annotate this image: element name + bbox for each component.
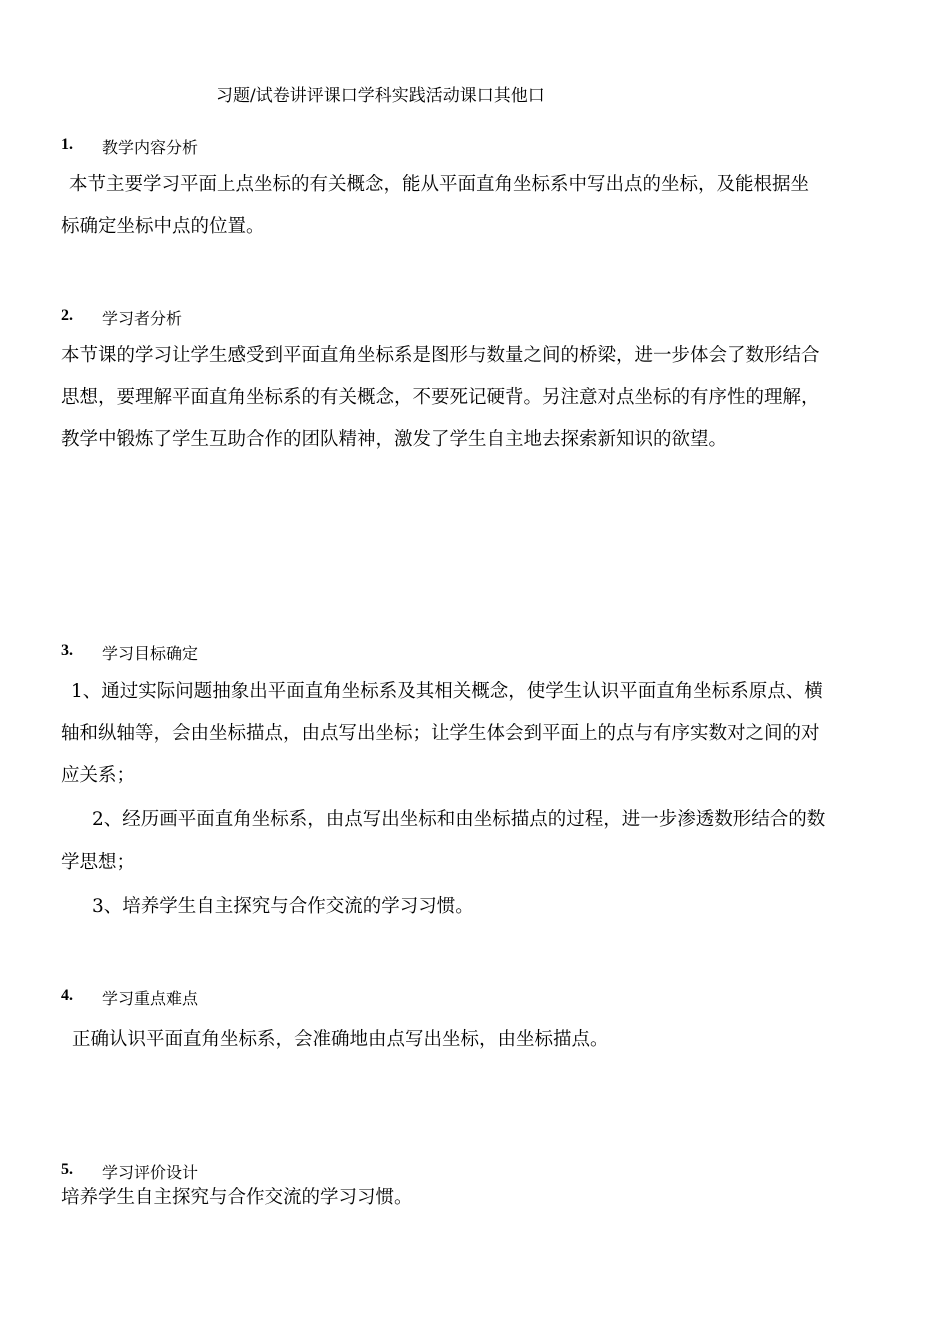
section-3-line-4: 2、经历画平面直角坐标系，由点写出坐标和由坐标描点的过程，进一步渗透数形结合的数 xyxy=(92,809,826,830)
section-3-line-2: 轴和纵轴等，会由坐标描点，由点写出坐标；让学生体会到平面上的点与有序实数对之间的对 xyxy=(61,723,820,744)
section-2-line-1: 本节课的学习让学生感受到平面直角坐标系是图形与数量之间的桥梁，进一步体会了数形结合 xyxy=(61,345,820,366)
section-3-line-6: 3、培养学生自主探究与合作交流的学习习惯。 xyxy=(92,896,474,917)
section-1-line-2: 标确定坐标中点的位置。 xyxy=(61,216,265,237)
section-2-number: 2. xyxy=(61,307,73,324)
section-5-line-1: 培养学生自主探究与合作交流的学习习惯。 xyxy=(61,1187,413,1208)
section-4-line-1: 正确认识平面直角坐标系，会准确地由点写出坐标，由坐标描点。 xyxy=(72,1029,609,1050)
section-5-title: 学习评价设计 xyxy=(102,1163,199,1182)
section-2-line-2: 思想，要理解平面直角坐标系的有关概念，不要死记硬背。另注意对点坐标的有序性的理解， xyxy=(61,387,820,408)
section-3-line-1: 1、通过实际问题抽象出平面直角坐标系及其相关概念，使学生认识平面直角坐标系原点、横 xyxy=(71,681,823,702)
section-3-line-5: 学思想； xyxy=(61,852,136,873)
section-3-line-3: 应关系； xyxy=(61,765,136,786)
section-1-line-1: 本节主要学习平面上点坐标的有关概念，能从平面直角坐标系中写出点的坐标，及能根据坐 xyxy=(69,174,810,195)
section-4-number: 4. xyxy=(61,987,73,1004)
section-5-number: 5. xyxy=(61,1161,73,1178)
section-1-title: 教学内容分析 xyxy=(102,138,199,157)
section-2-title: 学习者分析 xyxy=(102,309,183,328)
section-1-number: 1. xyxy=(61,136,73,153)
section-2-line-3: 教学中锻炼了学生互助合作的团队精神，激发了学生自主地去探索新知识的欲望。 xyxy=(61,429,728,450)
course-type-line: 习题/试卷讲评课口学科实践活动课口其他口 xyxy=(216,86,545,106)
section-3-title: 学习目标确定 xyxy=(102,644,199,663)
section-4-title: 学习重点难点 xyxy=(102,989,199,1008)
section-3-number: 3. xyxy=(61,642,73,659)
